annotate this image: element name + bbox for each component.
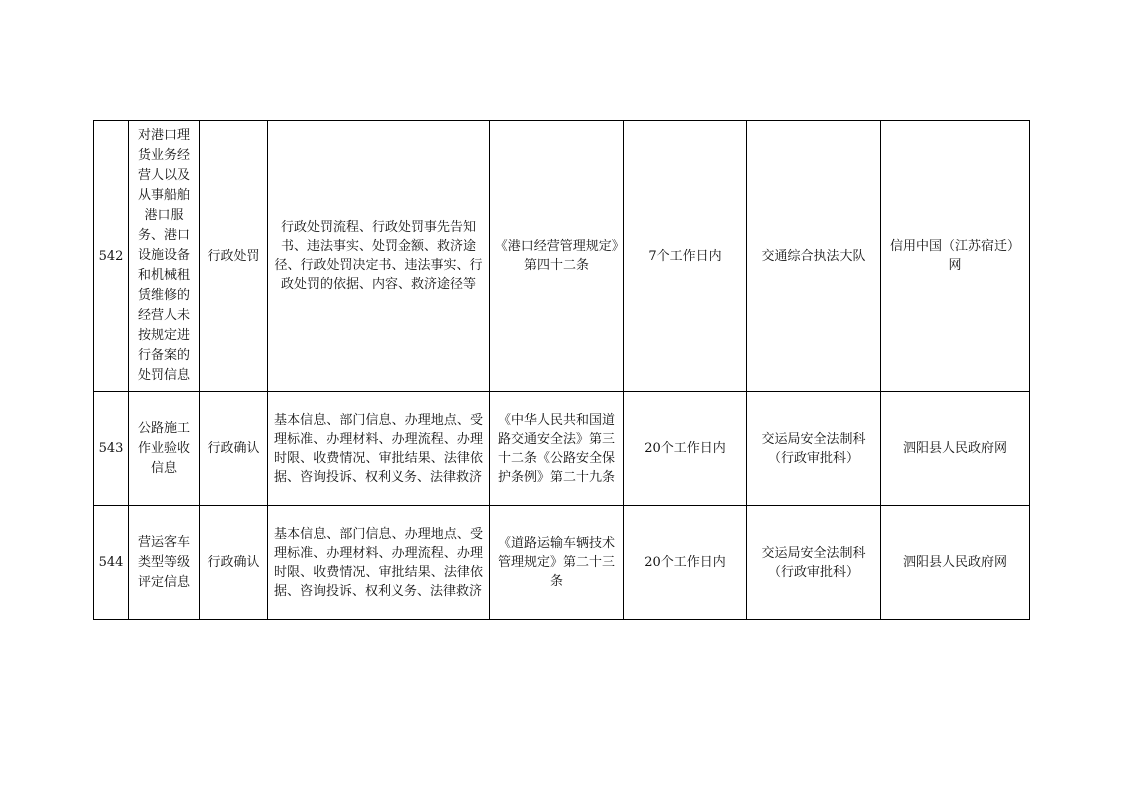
row-number: 543 (94, 392, 129, 506)
disclosure-table (93, 120, 1030, 620)
item-name: 公路施工作业验收信息 (137, 420, 190, 476)
legal-basis: 《道路运输车辆技术管理规定》第二十三条 (490, 506, 624, 620)
disclosure-content-cell (268, 121, 490, 392)
disclosure-content-cell (268, 392, 490, 506)
item-name: 营运客车类型等级评定信息 (137, 534, 190, 590)
item-type: 行政确认 (200, 506, 268, 620)
responsible-department: 交通综合执法大队 (747, 121, 881, 392)
item-name-cell (129, 506, 200, 620)
disclosure-content: 基本信息、部门信息、办理地点、受理标准、办理材料、办理流程、办理时限、收费情况、审批结果、法律依据、咨询投诉、权利义务、法律救济 (274, 412, 483, 485)
responsible-department: 交运局安全法制科（行政审批科） (747, 392, 881, 506)
disclosure-channel: 泗阳县人民政府网 (881, 506, 1030, 620)
item-type: 行政处罚 (200, 121, 268, 392)
row-number: 542 (94, 121, 129, 392)
row-number: 544 (94, 506, 129, 620)
disclosure-channel: 信用中国（江苏宿迁）网 (881, 121, 1030, 392)
item-name-cell (129, 392, 200, 506)
legal-basis: 《中华人民共和国道路交通安全法》第三十二条《公路安全保护条例》第二十九条 (490, 392, 624, 506)
table-row (94, 392, 1030, 506)
time-limit: 20个工作日内 (624, 392, 747, 506)
item-type: 行政确认 (200, 392, 268, 506)
item-name-cell (129, 121, 200, 392)
disclosure-channel: 泗阳县人民政府网 (881, 392, 1030, 506)
disclosure-content: 基本信息、部门信息、办理地点、受理标准、办理材料、办理流程、办理时限、收费情况、审批结果、法律依据、咨询投诉、权利义务、法律救济 (274, 526, 483, 599)
item-name: 对港口理货业务经营人以及从事船舶港口服务、港口设施设备和机械租赁维修的经营人未按规定进行备案的处罚信息 (137, 128, 190, 383)
time-limit: 20个工作日内 (624, 506, 747, 620)
disclosure-content-cell (268, 506, 490, 620)
responsible-department: 交运局安全法制科（行政审批科） (747, 506, 881, 620)
time-limit: 7个工作日内 (624, 121, 747, 392)
table-row (94, 506, 1030, 620)
table-row (94, 121, 1030, 392)
legal-basis: 《港口经营管理规定》第四十二条 (490, 121, 624, 392)
disclosure-content: 行政处罚流程、行政处罚事先告知书、违法事实、处罚金额、救济途径、行政处罚决定书、违法事实、行政处罚的依据、内容、救济途径等 (274, 220, 483, 292)
